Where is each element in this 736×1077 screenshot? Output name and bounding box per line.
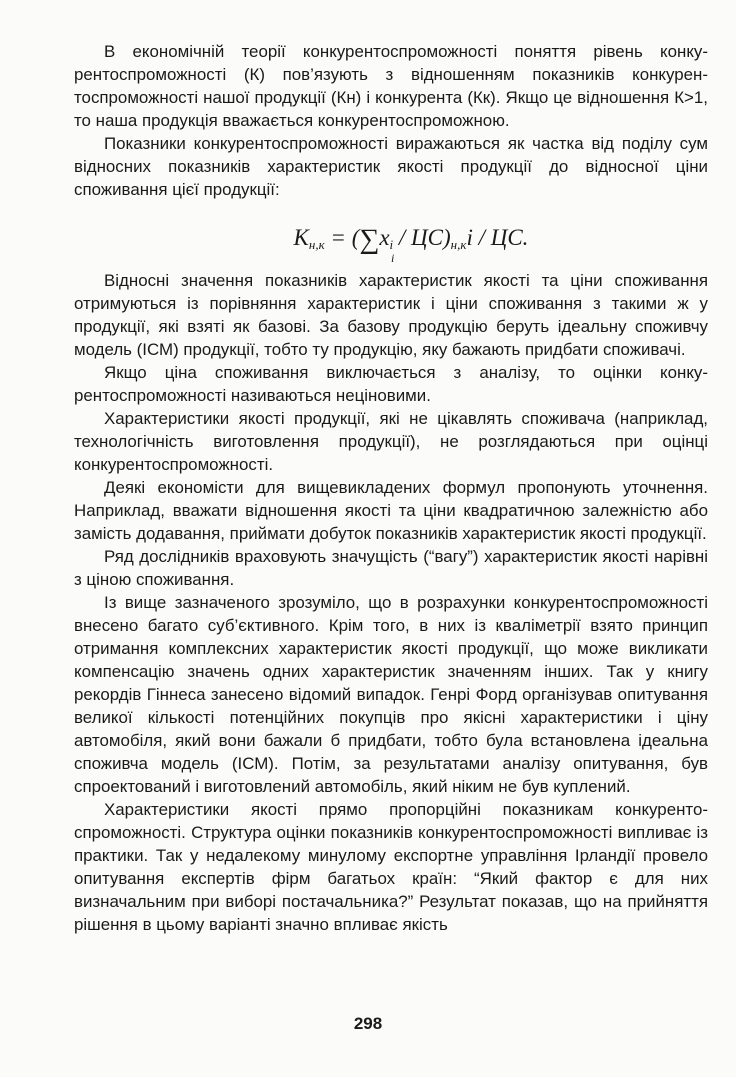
formula-rest-subscript: н,к bbox=[450, 237, 467, 252]
formula-equals: = ( bbox=[324, 225, 360, 250]
paragraph-8: Із вище зазначеного зрозуміло, що в розрахунки конкурентоспроможності внесено багато суб’єктивного. Крім того, в них із кваліметрії взято принцип отримання комплексних характеристик якості продукції, що може викликати компенсацію значень одних характеристик значенням інших. Так у книгу рекордів Гіннеса занесено відомий випадок. Генрі Форд організував опитування великої кількості потенційних покупців про якісні характеристики і ціну автомобіля, який вони бажали б придбати, тобто була встановлена ідеальна споживча модель (ІСМ). Потім, за результатами аналізу опитування, був спроектований і виготовлений автомобіль, який ніким не був куплений. bbox=[74, 593, 708, 796]
formula-rest: / ЦС) bbox=[393, 225, 451, 250]
formula-tail: i / ЦС. bbox=[466, 225, 529, 250]
paragraph-2: Показники конкурентоспроможності виражаються як частка від поділу сум відносних показників характеристик якості продукції до відносної ціни споживання цієї продукції: bbox=[74, 134, 708, 199]
paragraph-5: Характеристики якості продукції, які не цікавлять споживача (наприклад, технологічність виготовлення продукції), не розглядаються при оцінці конкурентоспроможності. bbox=[74, 409, 708, 474]
paragraph-7: Ряд дослідників враховують значущість (“вагу”) характеристик якості нарівні з ціною споживання. bbox=[74, 547, 708, 589]
paragraph-9: Характеристики якості прямо пропорційні показникам конкурентоспроможності. Структура оцінки показників конкурентоспроможності випливає із практики. Так у недалекому минулому експортне управління Ірландії провело опитування експертів фірм багатьох країн: “Який фактор є для них визначальним при виборі постачальника?” Результат показав, що на прийняття рішення в цьому варіанті значно впливає якість bbox=[74, 800, 708, 934]
formula-sum-sign: ∑ bbox=[359, 224, 380, 255]
formula-lhs-subscript: н,к bbox=[308, 237, 325, 252]
formula-term-subscript: i bbox=[389, 237, 394, 252]
paragraph-6: Деякі економісти для вищевикладених формул пропонують уточнення. Наприклад, вважати відношення якості та ціни квадратичною залежністю або замість додавання, приймати добуток показників характеристик якості продукції. bbox=[74, 478, 708, 543]
competitiveness-formula bbox=[114, 221, 708, 265]
formula-sum-index: i bbox=[391, 251, 395, 265]
formula-lhs: K bbox=[293, 225, 309, 250]
paragraph-3: Відносні значення показників характеристик якості та ціни споживання отримуються із порівняння характеристик і ціни споживання з такими ж у продукції, які взяті як базові. За базову продукцію беруть ідеальну споживчу модель (ІСМ) продукції, тобто ту продукцію, яку бажають придбати споживачі. bbox=[74, 271, 708, 359]
page-number: 298 bbox=[353, 1014, 383, 1033]
paragraph-4: Якщо ціна споживання виключається з аналізу, то оцінки конкурентоспроможності називаються неціновими. bbox=[74, 363, 708, 405]
paragraph-1: В економічній теорії конкурентоспроможності поняття рівень конкурентоспроможності (К) пов’язують з відношенням показників конкурентоспроможності нашої продукції (Кн) і конкурента (Кк). Якщо це відношення К>1, то наша продукція вважається конкурентоспроможною. bbox=[74, 42, 708, 130]
formula-term: x bbox=[379, 225, 390, 250]
